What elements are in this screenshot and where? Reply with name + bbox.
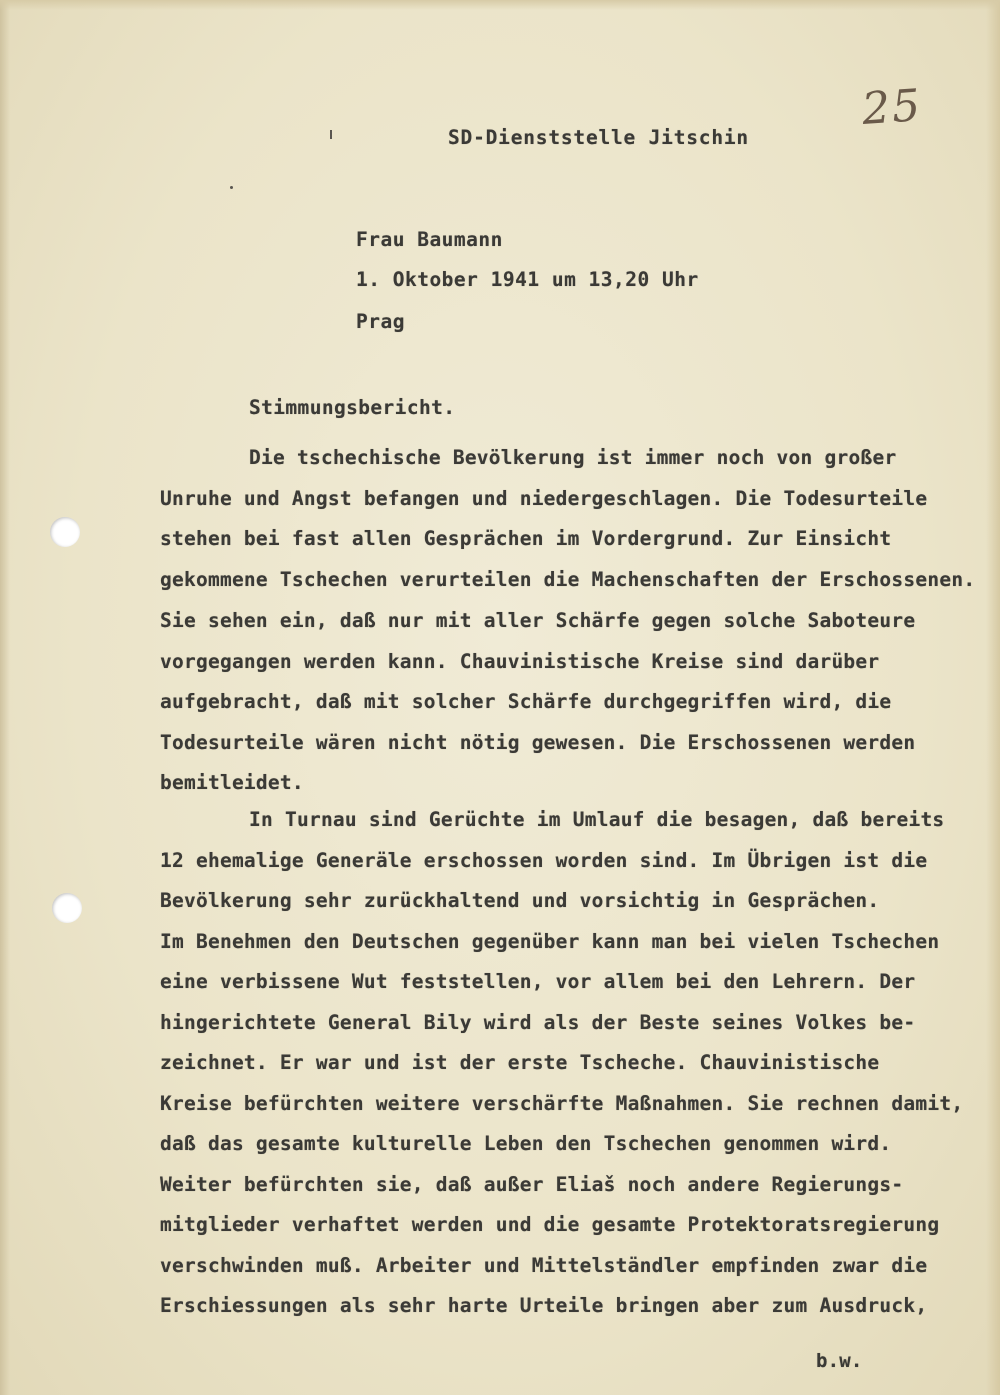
recipient-line: Frau Baumann (356, 228, 503, 251)
punch-hole-lower (52, 893, 82, 923)
body-line: In Turnau sind Gerüchte im Umlauf die besagen, daß bereits (249, 808, 945, 831)
body-line: daß das gesamte kulturelle Leben den Tschechen genommen wird. (160, 1132, 892, 1155)
body-line: vorgegangen werden kann. Chauvinistische Kreise sind darüber (160, 650, 880, 673)
office-heading: SD-Dienststelle Jitschin (448, 126, 749, 149)
body-line: Unruhe und Angst befangen und niedergeschlagen. Die Todesurteile (160, 487, 928, 510)
body-line: zeichnet. Er war und ist der erste Tscheche. Chauvinistische (160, 1051, 880, 1074)
date-time-line: 1. Oktober 1941 um 13,20 Uhr (356, 268, 699, 291)
body-line: eine verbissene Wut feststellen, vor allem bei den Lehrern. Der (160, 970, 916, 993)
report-subject: Stimmungsbericht. (249, 396, 456, 419)
body-line: 12 ehemalige Generäle erschossen worden sind. Im Übrigen ist die (160, 849, 928, 872)
body-line: verschwinden muß. Arbeiter und Mittelständler empfinden zwar die (160, 1254, 928, 1277)
paper-edge-top (0, 0, 1000, 10)
body-line: mitglieder verhaftet werden und die gesamte Protektoratsregierung (160, 1213, 940, 1236)
body-line: Die tschechische Bevölkerung ist immer noch von großer (249, 446, 897, 469)
punch-hole-upper (50, 517, 80, 547)
paper-edge-right (986, 0, 1000, 1395)
stray-mark (330, 130, 332, 139)
body-line: aufgebracht, daß mit solcher Schärfe durchgegriffen wird, die (160, 690, 892, 713)
body-line: Weiter befürchten sie, daß außer Eliaš noch andere Regierungs- (160, 1173, 904, 1196)
body-line: Bevölkerung sehr zurückhaltend und vorsichtig in Gesprächen. (160, 889, 880, 912)
continued-overleaf-note: b.w. (816, 1350, 863, 1372)
paper-edge-left (0, 0, 10, 1395)
body-line: stehen bei fast allen Gesprächen im Vordergrund. Zur Einsicht (160, 527, 892, 550)
body-line: Erschiessungen als sehr harte Urteile bringen aber zum Ausdruck, (160, 1294, 928, 1317)
location-line: Prag (356, 310, 405, 333)
body-line: hingerichtete General Bily wird als der Beste seines Volkes be- (160, 1011, 916, 1034)
body-line: Kreise befürchten weitere verschärfte Maßnahmen. Sie rechnen damit, (160, 1092, 964, 1115)
body-line: Todesurteile wären nicht nötig gewesen. Die Erschossenen werden (160, 731, 916, 754)
body-line: gekommene Tschechen verurteilen die Machenschaften der Erschossenen. (160, 568, 976, 591)
handwritten-page-number: 25 (860, 79, 924, 136)
body-line: bemitleidet. (160, 771, 304, 794)
body-line: Sie sehen ein, daß nur mit aller Schärfe gegen solche Saboteure (160, 609, 916, 632)
stray-dot (230, 186, 233, 189)
body-line: Im Benehmen den Deutschen gegenüber kann man bei vielen Tschechen (160, 930, 940, 953)
